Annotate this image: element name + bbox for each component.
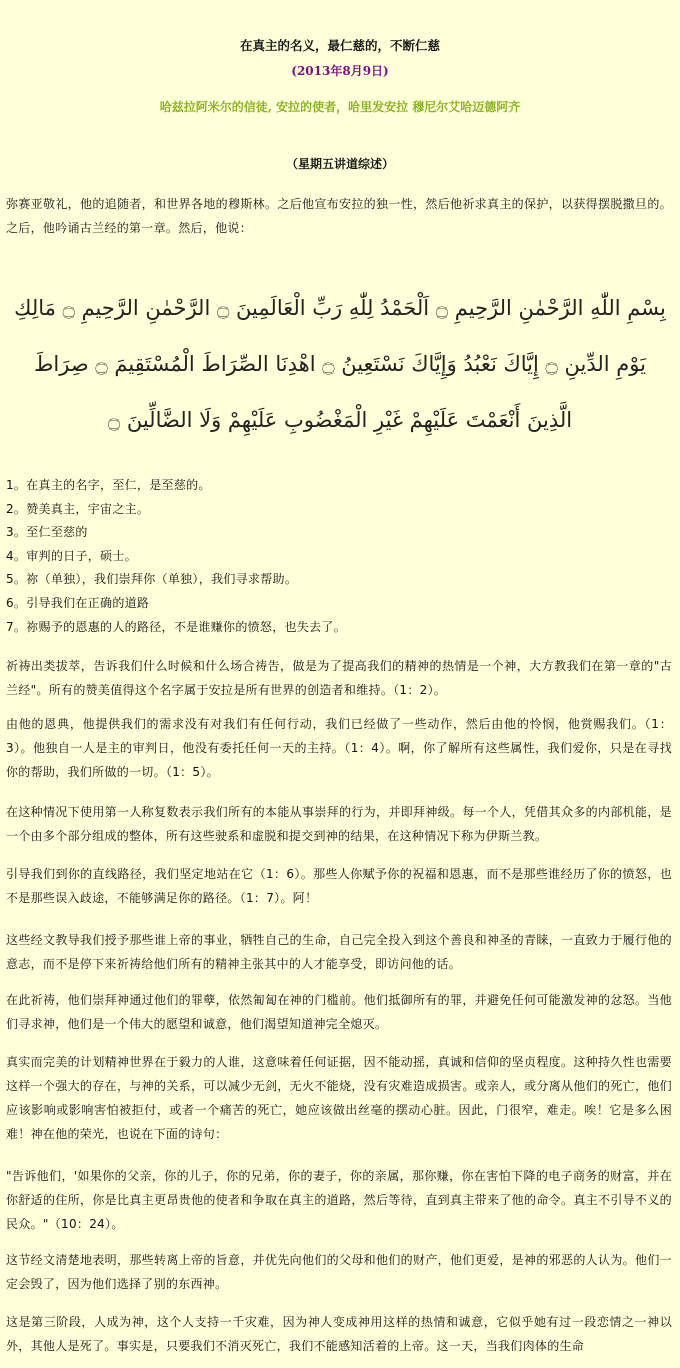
body-paragraph: 这些经文教导我们授予那些谁上帝的事业，牺牲自己的生命，自己完全投入到这个善良和神圣的青睐，一直致力于履行他的意志，而不是停下来祈祷给他们所有的精神主张其中的人才能享受，即访问他的话。 (6, 933, 672, 971)
body-paragraph: 祈祷出类拔萃，告诉我们什么时候和什么场合祷告，做是为了提高我们的精神的热情是一个神，大方教我们在第一章的"古兰经"。所有的赞美值得这个名字属于安拉是所有世界的创造者和维持。（1：2）。 (6, 659, 672, 697)
body-paragraph: 真实而完美的计划精神世界在于毅力的人谁，这意味着任何证据，因不能动摇，真诚和信仰的坚贞程度。这种持久性也需要这样一个强大的存在，与神的关系，可以减少无剑，无火不能烧，没有灾难造成损害。或亲人，或分离从他们的死亡，他们应该影响或影响害怕被拒付，或者一个痛苦的死亡，她应该做出丝毫的摆动心脏。因此，门很窄，难走。唉！它是多么困难！神在他的荣光，也说在下面的诗句： (6, 1055, 672, 1141)
list-item: 5。祢（单独），我们崇拜你（单独），我们寻求帮助。 (6, 572, 298, 587)
body-paragraph: 这是第三阶段，人成为神，这个人支持一千灾难，因为神人变成神用这样的热情和诚意，它似乎她有过一段恋情之一神以外，其他人是死了。事实是，只要我们不消灭死亡，我们不能感知活着的上帝。这一天，当我们肉体的生命 (6, 1315, 672, 1353)
sermon-date: (2013年8月9日) (291, 64, 389, 78)
list-item: 7。祢赐予的恩惠的人的路径，不是谁赚你的愤怒，也失去了。 (6, 619, 347, 634)
body-paragraph: 这节经文清楚地表明，那些转离上帝的旨意，并优先向他们的父母和他们的财产，他们更爱，是神的邪恶的人认为。他们一定会毁了，因为他们选择了别的东西神。 (6, 1253, 672, 1291)
body-paragraph: 在此祈祷，他们崇拜神通过他们的罪孽，依然匍匐在神的门槛前。他们抵御所有的罪，并避免任何可能激发神的忿怒。当他们寻求神，他们是一个伟大的愿望和诚意，他们渴望知道神完全熄灭。 (6, 993, 672, 1031)
body-paragraph: 引导我们到你的直线路径，我们坚定地站在它（1：6）。那些人你赋予你的祝福和恩惠，而不是那些谁经历了你的愤怒，也不是那些误入歧途，不能够满足你的路径。（1：7）。阿！ (6, 867, 672, 905)
quote-paragraph: "告诉他们，'如果你的父亲，你的儿子，你的兄弟，你的妻子，你的亲属，那你赚，你在害怕下降的电子商务的财富，并在你舒适的住所，你是比真主更昂贵他的使者和争取在真主的道路，然后等待，直到真主带来了他的命令。真主不引导不义的民众。"（10：24）。 (6, 1169, 672, 1231)
verse-list (6, 474, 346, 639)
page-title: 在真主的名义，最仁慈的，不断仁慈 (239, 38, 440, 53)
body-paragraph: 由他的恩典，他提供我们的需求没有对我们有任何行动，我们已经做了一些动作，然后由他的怜悯，他赏赐我们。（1：3）。他独自一人是主的审判日，他没有委托任何一天的主持。（1：4）。啊，你了解所有这些属性，我们爱你，只是在寻找你的帮助，我们所做的一切。（1：5）。 (6, 717, 672, 779)
arabic-verses: بِسْمِ اللّٰهِ الرَّحْمٰنِ الرَّحِيمِ ۝ اَلْحَمْدُ لِلّٰهِ رَبِّ الْعَالَمِينَ ۝ الرَّحْمٰنِ الرَّحِيمِ ۝ مَالِكِ يَوْمِ الدِّينِ ۝ إِيَّاكَ نَعْبُدُ وَإِيَّاكَ نَسْتَعِينُ ۝ اهْدِنَا الصِّرَاطَ الْمُسْتَقِيمَ ۝ صِرَاطَ الَّذِينَ أَنْعَمْتَ عَلَيْهِمْ غَيْرِ الْمَغْضُوبِ عَلَيْهِمْ وَلَا الضَّالِّينَ ۝ (14, 296, 666, 432)
list-item: 6。引导我们在正确的道路 (6, 595, 150, 610)
subtitle: 哈兹拉阿米尔的信徒, 安拉的使者，哈里发安拉 穆尼尔艾哈迈德阿齐 (159, 100, 521, 114)
list-item: 3。至仁至慈的 (6, 525, 88, 540)
body-paragraph: 在这种情况下使用第一人称复数表示我们所有的本能从事崇拜的行为，并即拜神级。每一个人，凭借其众多的内部机能，是一个由多个部分组成的整体，所有这些驶系和虚脱和提交到神的结果，在这种情况下称为伊斯兰教。 (6, 805, 672, 843)
list-item: 4。审判的日子，硕士。 (6, 548, 137, 563)
list-item: 2。赞美真主，宇宙之主。 (6, 501, 150, 516)
intro-paragraph: 弥赛亚敬礼，他的追随者，和世界各地的穆斯林。之后他宣布安拉的独一性，然后他祈求真主的保护，以获得摆脱撒旦的。之后，他吟诵古兰经的第一章。然后，他说： (6, 197, 672, 235)
section-heading: （星期五讲道综述） (285, 157, 394, 171)
list-item: 1。在真主的名字，至仁，是至慈的。 (6, 478, 211, 492)
